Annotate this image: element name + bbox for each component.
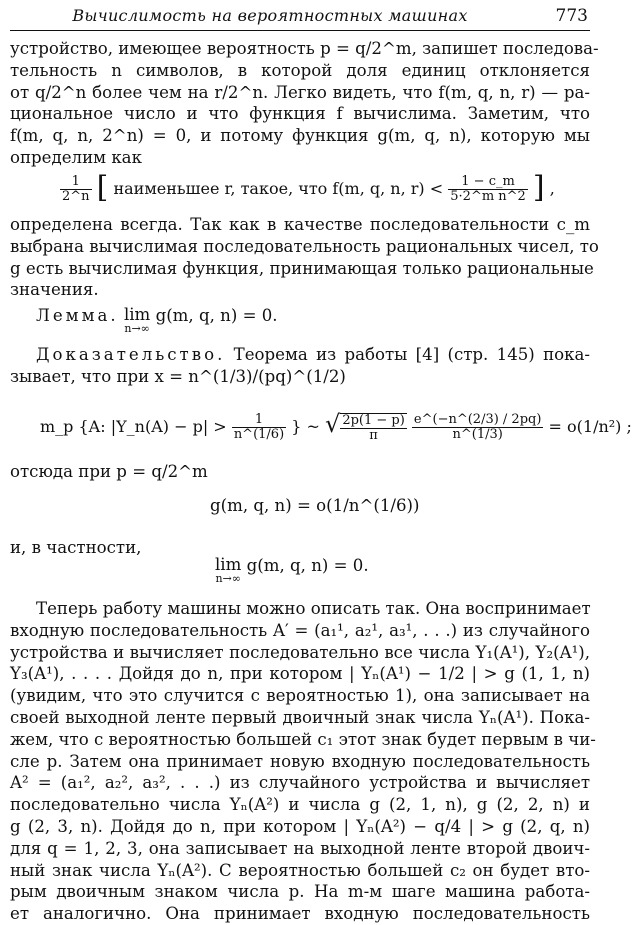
paragraph-machine: [10, 598, 596, 925]
limit-symbol: lim: [215, 555, 242, 574]
running-title: Вычислимость на вероятностных машинах: [72, 6, 468, 25]
text-line: ный знак числа Yₙ(A²). С вероятностью большей c₂ он будет вто-: [10, 860, 590, 880]
proof-word: Доказательство.: [36, 345, 226, 364]
text-line: (увидим, что это случится с вероятностью 1), она записывает на: [10, 686, 590, 706]
paragraph-2: [10, 214, 599, 301]
formula-mid: } ~: [291, 417, 320, 436]
text-line: Теперь работу машины можно описать так. Она воспринимает: [36, 599, 591, 618]
formula-probability-estimate: [40, 410, 632, 443]
text-line: A² = (a₁², a₂², a₃², . . .) из случайного устройства и вычисляет: [10, 773, 590, 793]
text-line: рым двоичным знаком числа p. На m-м шаге машина работа-: [10, 882, 590, 902]
paragraph-1: [10, 38, 599, 169]
formula-lhs: m_p {A: |Y_n(A) − p| >: [40, 417, 227, 436]
limit-operator: [124, 306, 150, 334]
text-line: циональное число и что функция f вычислима. Заметим, что: [10, 104, 590, 124]
fraction: [60, 175, 92, 204]
formula-text: наименьшее r, такое, что f(m, q, n, r) <: [113, 179, 444, 198]
formula-rhs: = o(1/n²) ;: [548, 417, 632, 436]
fraction-denominator: 5·2^m n^2: [450, 189, 526, 204]
text-line: ет аналогично. Она принимает входную последовательность: [10, 904, 590, 924]
proof-text: Теорема из работы [4] (стр. 145) пока-: [233, 345, 590, 364]
fraction-numerator: 2p(1 − p): [342, 412, 405, 428]
text-line: для q = 1, 2, 3, она записывает на выходной ленте второй двоич-: [10, 838, 590, 858]
text-line: [10, 344, 590, 366]
text-line: определена всегда. Так как в качестве последовательности c_m: [10, 215, 590, 234]
fraction-denominator: n^(1/6): [233, 427, 285, 442]
fraction-numerator: e^(−n^(2/3) / 2pq): [413, 412, 542, 427]
lemma-statement: g(m, q, n) = 0.: [155, 306, 278, 325]
page-header: [10, 4, 590, 31]
sqrt-fraction: [340, 413, 407, 443]
formula-definition: [60, 170, 555, 204]
fraction: [448, 175, 528, 204]
text-line: зывает, что при x = n^(1/3)/(pq)^(1/2): [10, 366, 346, 386]
paragraph-hence: отсюда при p = q/2^m: [10, 462, 208, 481]
limit-subscript: n→∞: [215, 572, 241, 585]
formula-limit-rest: g(m, q, n) = 0.: [246, 556, 369, 575]
fraction: [232, 413, 286, 442]
limit-operator: [215, 556, 241, 584]
fraction-numerator: 1: [254, 412, 264, 427]
text-line: Y₃(A¹), . . . . Дойдя до n, при котором | Yₙ(A¹) − 1/2 | > g (1, 1, n): [10, 664, 590, 684]
text-line: от q/2^n более чем на r/2^n. Легко видеть, что f(m, q, n, r) — ра-: [10, 82, 590, 102]
text-line: сле p. Затем она принимает новую входную последовательность: [10, 751, 590, 771]
text-line: тельность n символов, в которой доля единиц отклоняется: [10, 60, 590, 80]
lemma: [36, 306, 278, 334]
text-line: f(m, q, n, 2^n) = 0, и потому функция g(m, q, n), которую мы: [10, 126, 590, 146]
text-line: выбрана вычислимая последовательность рациональных чисел, то: [10, 236, 599, 256]
left-bracket: [: [96, 170, 109, 205]
text-line: g (2, 3, n). Дойдя до n, при котором | Yₙ(A²) − q/4 | > g (2, q, n): [10, 816, 590, 836]
fraction: [412, 413, 544, 442]
sqrt-sign: √: [325, 410, 341, 438]
formula-limit: [215, 556, 369, 584]
text-line: определим как: [10, 147, 142, 167]
limit-symbol: lim: [123, 305, 151, 324]
paragraph-proof: [10, 344, 590, 388]
right-bracket: ]: [532, 170, 545, 205]
formula-punctuation: ,: [549, 179, 555, 198]
page-body: [10, 38, 599, 169]
formula-g-order: g(m, q, n) = o(1/n^(1/6)): [210, 496, 420, 515]
fraction-numerator: 1: [71, 174, 80, 189]
fraction-denominator: 2^n: [62, 189, 90, 204]
text-line: последовательно числа Yₙ(A²) и числа g (2, 1, n), g (2, 2, n) и: [10, 795, 590, 815]
limit-subscript: n→∞: [124, 322, 150, 335]
text-line: своей выходной ленте первый двоичный знак числа Yₙ(A¹). Пока-: [10, 707, 590, 727]
text-line: g есть вычислимая функция, принимающая только рациональные: [10, 258, 594, 278]
text-line: входную последовательность A′ = (a₁¹, a₂¹, a₃¹, . . .) из случайного: [10, 620, 590, 640]
paragraph-in-particular: и, в частности,: [10, 538, 142, 557]
text-line: значения.: [10, 280, 99, 300]
text-line: устройство, имеющее вероятность p = q/2^m, запишет последова-: [10, 39, 599, 58]
fraction-denominator: π: [340, 428, 407, 443]
page-number: 773: [555, 6, 588, 26]
text-line: устройства и вычисляет последовательно все числа Y₁(A¹), Y₂(A¹),: [10, 642, 590, 662]
fraction-denominator: n^(1/3): [412, 427, 544, 442]
fraction-numerator: 1 − c_m: [461, 174, 515, 189]
text-line: жем, что с вероятностью большей c₁ этот знак будет первым в чи-: [10, 729, 596, 749]
lemma-word: Лемма.: [36, 306, 119, 325]
